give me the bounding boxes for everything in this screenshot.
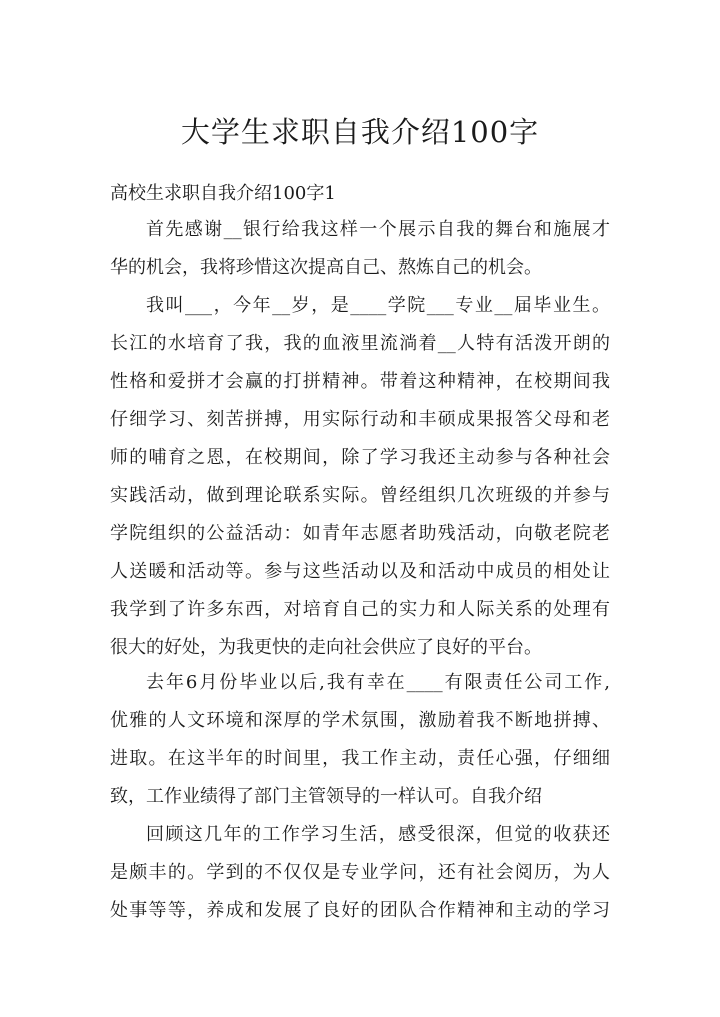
text-line: 很大的好处，为我更快的走向社会供应了良好的平台。: [110, 637, 542, 658]
text-line: 去年6月份毕业以后,我有幸在____有限责任公司工作,: [146, 672, 610, 693]
text-line: 致，工作业绩得了部门主管领导的一样认可。自我介绍: [110, 786, 542, 807]
text-line: 仔细学习、刻苦拼搏，用实际行动和丰硕成果报答父母和老: [110, 409, 610, 430]
text-line: 学院组织的公益活动：如青年志愿者助残活动，向敬老院老: [110, 523, 610, 544]
text-line: 优雅的人文环境和深厚的学术氛围，激励着我不断地拼搏、: [110, 710, 610, 731]
text-line: 我学到了许多东西，对培育自己的实力和人际关系的处理有: [110, 599, 610, 620]
text-line: 长江的水培育了我，我的血液里流淌着__人特有活泼开朗的: [110, 333, 610, 354]
text-line: 华的机会，我将珍惜这次提高自己、熬炼自己的机会。: [110, 257, 542, 278]
text-line: 回顾这几年的工作学习生活，感受很深，但觉的收获还: [146, 824, 610, 845]
document-title: 大学生求职自我介绍100字: [180, 115, 540, 149]
text-line: 处事等等，养成和发展了良好的团队合作精神和主动的学习: [110, 900, 610, 921]
text-line: 性格和爱拼才会赢的打拼精神。带着这种精神，在校期间我: [110, 371, 610, 392]
text-line: 师的哺育之恩，在校期间，除了学习我还主动参与各种社会: [110, 447, 610, 468]
text-line: 我叫___，今年__岁，是____学院___专业__届毕业生。: [146, 295, 610, 316]
document-subtitle: 高校生求职自我介绍100字1: [110, 183, 336, 204]
text-line: 进取。在这半年的时间里，我工作主动，责任心强，仔细细: [110, 748, 610, 769]
text-line: 是颇丰的。学到的不仅仅是专业学问，还有社会阅历，为人: [110, 862, 610, 883]
text-line: 实践活动，做到理论联系实际。曾经组织几次班级的并参与: [110, 485, 610, 506]
text-line: 首先感谢__银行给我这样一个展示自我的舞台和施展才: [146, 219, 610, 240]
text-line: 人送暖和活动等。参与这些活动以及和活动中成员的相处让: [110, 561, 610, 582]
